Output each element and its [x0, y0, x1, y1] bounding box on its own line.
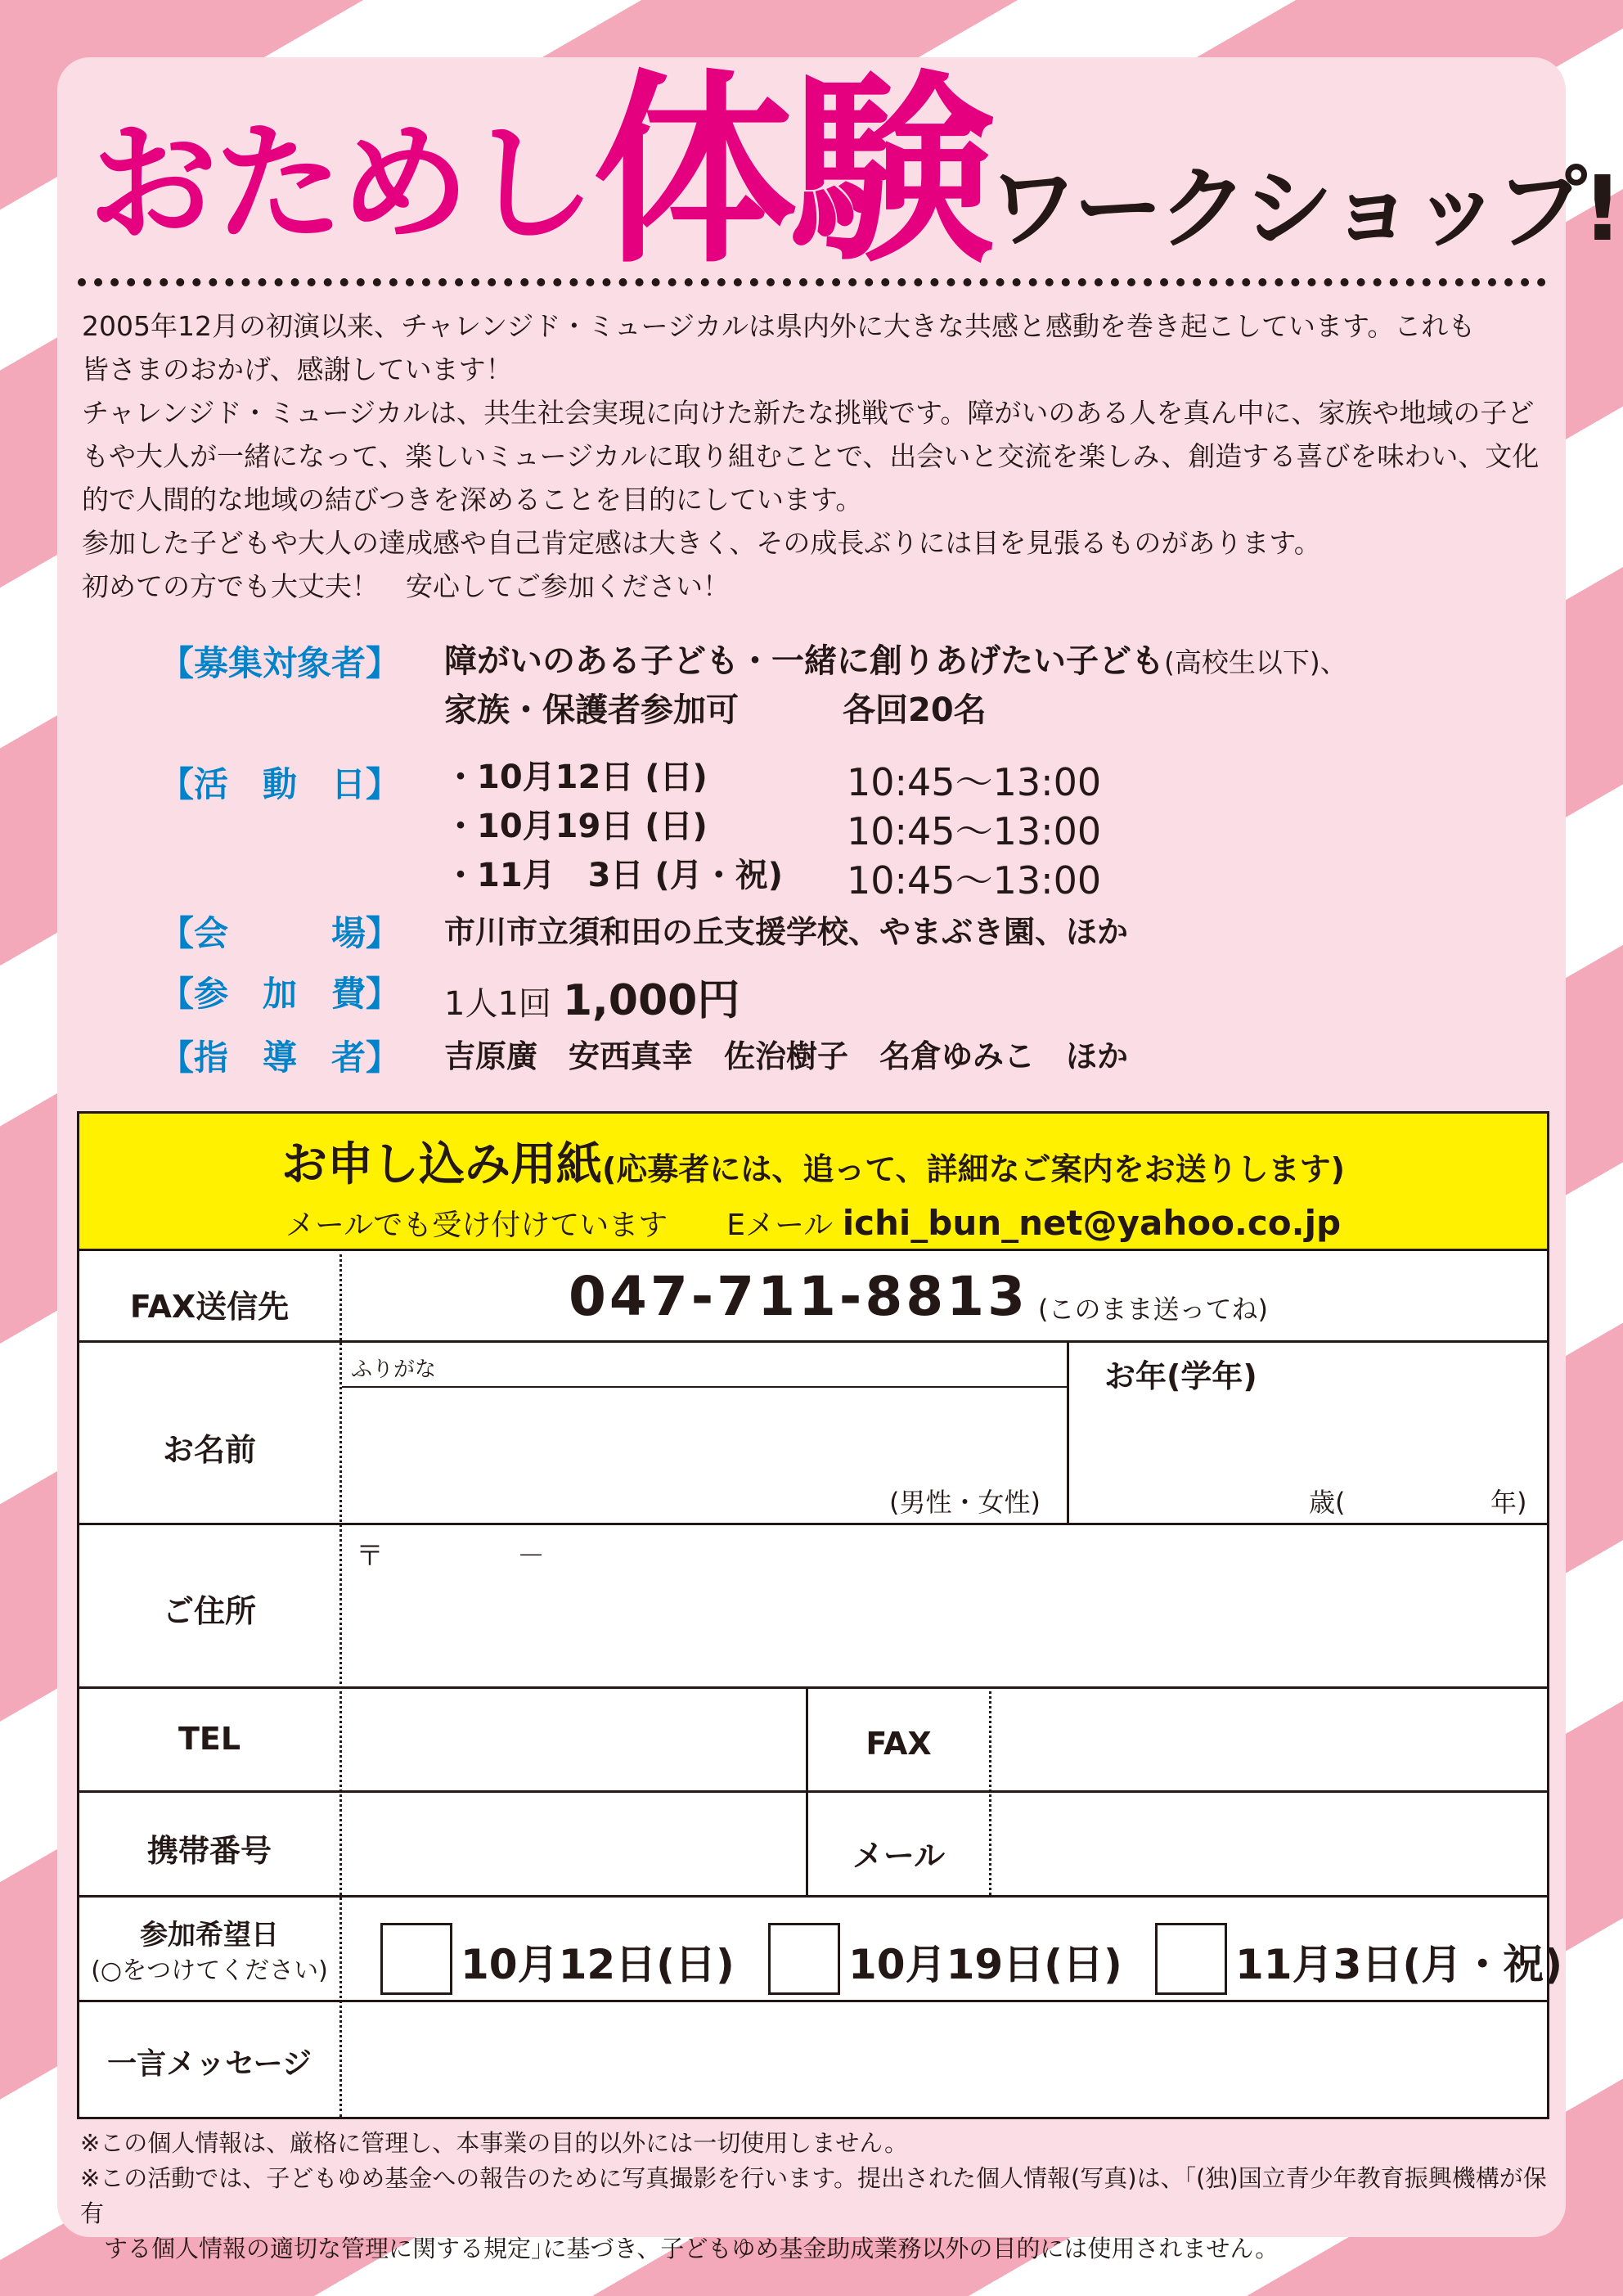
title-part-2: 体験: [592, 52, 988, 290]
postal-dash: －: [517, 1540, 545, 1573]
dates-label: 【活 動 日】: [160, 764, 401, 804]
wish-note: (○をつけてください): [91, 1956, 328, 1985]
footnote: ※この個人情報は、厳格に管理し、本事業の目的以外には一切使用しません。: [80, 2129, 909, 2157]
recruit-family: 家族・保護者参加可: [444, 691, 739, 729]
intro-line: 的で人間的な地域の結びつきを深めることを目的にしています。: [82, 484, 863, 515]
address-input[interactable]: [349, 1572, 1535, 1678]
name-age-divider: [1067, 1340, 1069, 1523]
recruit-target: [444, 635, 1347, 682]
fax-number: 047-711-8813: [569, 1265, 1029, 1328]
email-note: メールでも受け付けています Eメール: [285, 1209, 834, 1242]
mobile-label: 携帯番号: [146, 1833, 272, 1869]
wish-label: 参加希望日: [140, 1919, 279, 1952]
wish-date-2: 10月19日(日): [848, 1941, 1122, 1988]
leaders-value: 吉原廣 安西真幸 佐治樹子 名倉ゆみこ ほか: [444, 1038, 1129, 1074]
time-item: 10:45～13:00: [847, 809, 1102, 853]
age-label: お年(学年): [1104, 1358, 1257, 1394]
row-divider: [79, 1340, 1547, 1343]
recruit-note: (高校生以下)、: [1164, 646, 1347, 678]
title-part-3: ワークショップ!: [988, 156, 1618, 261]
email-line: [79, 1202, 1547, 1244]
form-header: [79, 1114, 1547, 1251]
fax-note: (このまま送ってね): [1038, 1294, 1268, 1325]
footnote: する個人情報の適切な管理に関する規定｣に基づき、子どもゆめ基金助成業務以外の目的には使用されません。: [80, 2235, 1279, 2262]
fee-amount: 1,000円: [562, 976, 740, 1025]
venue-value: 市川市立須和田の丘支援学校、やまぶき園、ほか: [444, 914, 1129, 950]
fax-label-divider: [989, 1686, 991, 1895]
date-item: ・10月12日 (日): [444, 759, 708, 796]
tel-label: TEL: [178, 1721, 241, 1757]
grade-unit: 年): [1490, 1487, 1527, 1518]
email-address[interactable]: ichi_bun_net@yahoo.co.jp: [842, 1203, 1342, 1243]
message-input[interactable]: [349, 2010, 1535, 2108]
row-divider: [79, 2000, 1547, 2002]
date-item: ・11月 3日 (月・祝): [444, 857, 783, 894]
recruit-label: 【募集対象者】: [160, 643, 401, 683]
form-title-note: (応募者には、追って、詳細なご案内をお送りします): [602, 1151, 1345, 1187]
intro-line: 初めての方でも大丈夫！ 安心してご参加ください！: [82, 570, 730, 602]
recruit-main: 障がいのある子ども・一緒に創りあげたい子ども: [444, 642, 1164, 680]
mail-input[interactable]: [996, 1799, 1540, 1889]
intro-line: 皆さまのおかげ、感謝しています！: [82, 353, 513, 385]
intro-text: [82, 304, 1546, 608]
message-label: 一言メッセージ: [107, 2047, 312, 2081]
row-divider: [79, 1686, 1547, 1689]
fax-to-label: FAX送信先: [129, 1289, 290, 1325]
fee-prefix: 1人1回: [444, 985, 551, 1023]
time-item: 10:45～13:00: [847, 858, 1102, 903]
age-unit: 歳(: [1309, 1487, 1346, 1518]
checkbox-date-2[interactable]: [768, 1923, 840, 1995]
furigana-label: ふりがな: [351, 1357, 437, 1382]
row-divider: [79, 1523, 1547, 1525]
form-title: [79, 1128, 1547, 1194]
intro-line: チャレンジド・ミュージカルは、共生社会実現に向けた新たな挑戦です。障がいのある人を真ん中に、家族や地域の子ど: [82, 397, 1535, 429]
label-column-divider: [339, 1249, 342, 2117]
row-divider: [79, 1790, 1547, 1793]
recruit-capacity: 各回20名: [843, 691, 987, 729]
tel-input[interactable]: [349, 1695, 799, 1785]
fax-field-label: FAX: [865, 1726, 932, 1762]
intro-line: 2005年12月の初演以来、チャレンジド・ミュージカルは県内外に大きな共感と感動を巻き起こしています。これも: [82, 310, 1476, 342]
footnote: ※この活動では、子どもゆめ基金への報告のために写真撮影を行います。提出された個人情報(写真)は、｢(独)国立青少年教育振興機構が保有: [80, 2164, 1547, 2227]
address-label: ご住所: [162, 1593, 256, 1629]
checkbox-date-1[interactable]: [380, 1923, 452, 1995]
row-divider: [79, 1895, 1547, 1898]
time-item: 10:45～13:00: [847, 760, 1102, 804]
wish-date-1: 10月12日(日): [461, 1941, 735, 1988]
wish-date-3: 11月3日(月・祝): [1235, 1941, 1563, 1988]
postal-mark: 〒: [356, 1540, 384, 1573]
application-form: [77, 1111, 1563, 2119]
mail-label: メール: [852, 1838, 946, 1874]
page-title: [88, 52, 1618, 290]
date-item: ・10月19日 (日): [444, 808, 708, 845]
title-part-1: おためし: [88, 109, 592, 259]
form-title-main: お申し込み用紙: [281, 1138, 602, 1191]
footnotes: [80, 2126, 1553, 2267]
fax-input[interactable]: [996, 1695, 1540, 1785]
venue-label: 【会 場】: [160, 913, 401, 953]
intro-line: 参加した子どもや大人の達成感や自己肯定感は大きく、その成長ぶりには目を見張るものがあります。: [82, 527, 1321, 559]
fee-value: [444, 966, 740, 1027]
furigana-line: [342, 1386, 1067, 1388]
dotted-divider: [78, 278, 1546, 286]
intro-line: もや大人が一緒になって、楽しいミュージカルに取り組むことで、出会いと交流を楽しみ、創造する喜びを味わい、文化: [82, 440, 1540, 472]
name-label: お名前: [162, 1432, 256, 1468]
checkbox-date-3[interactable]: [1155, 1923, 1227, 1995]
fee-label: 【参 加 費】: [160, 974, 401, 1014]
gender-option[interactable]: (男性・女性): [889, 1487, 1041, 1518]
leaders-label: 【指 導 者】: [160, 1038, 401, 1078]
mobile-input[interactable]: [349, 1799, 799, 1889]
